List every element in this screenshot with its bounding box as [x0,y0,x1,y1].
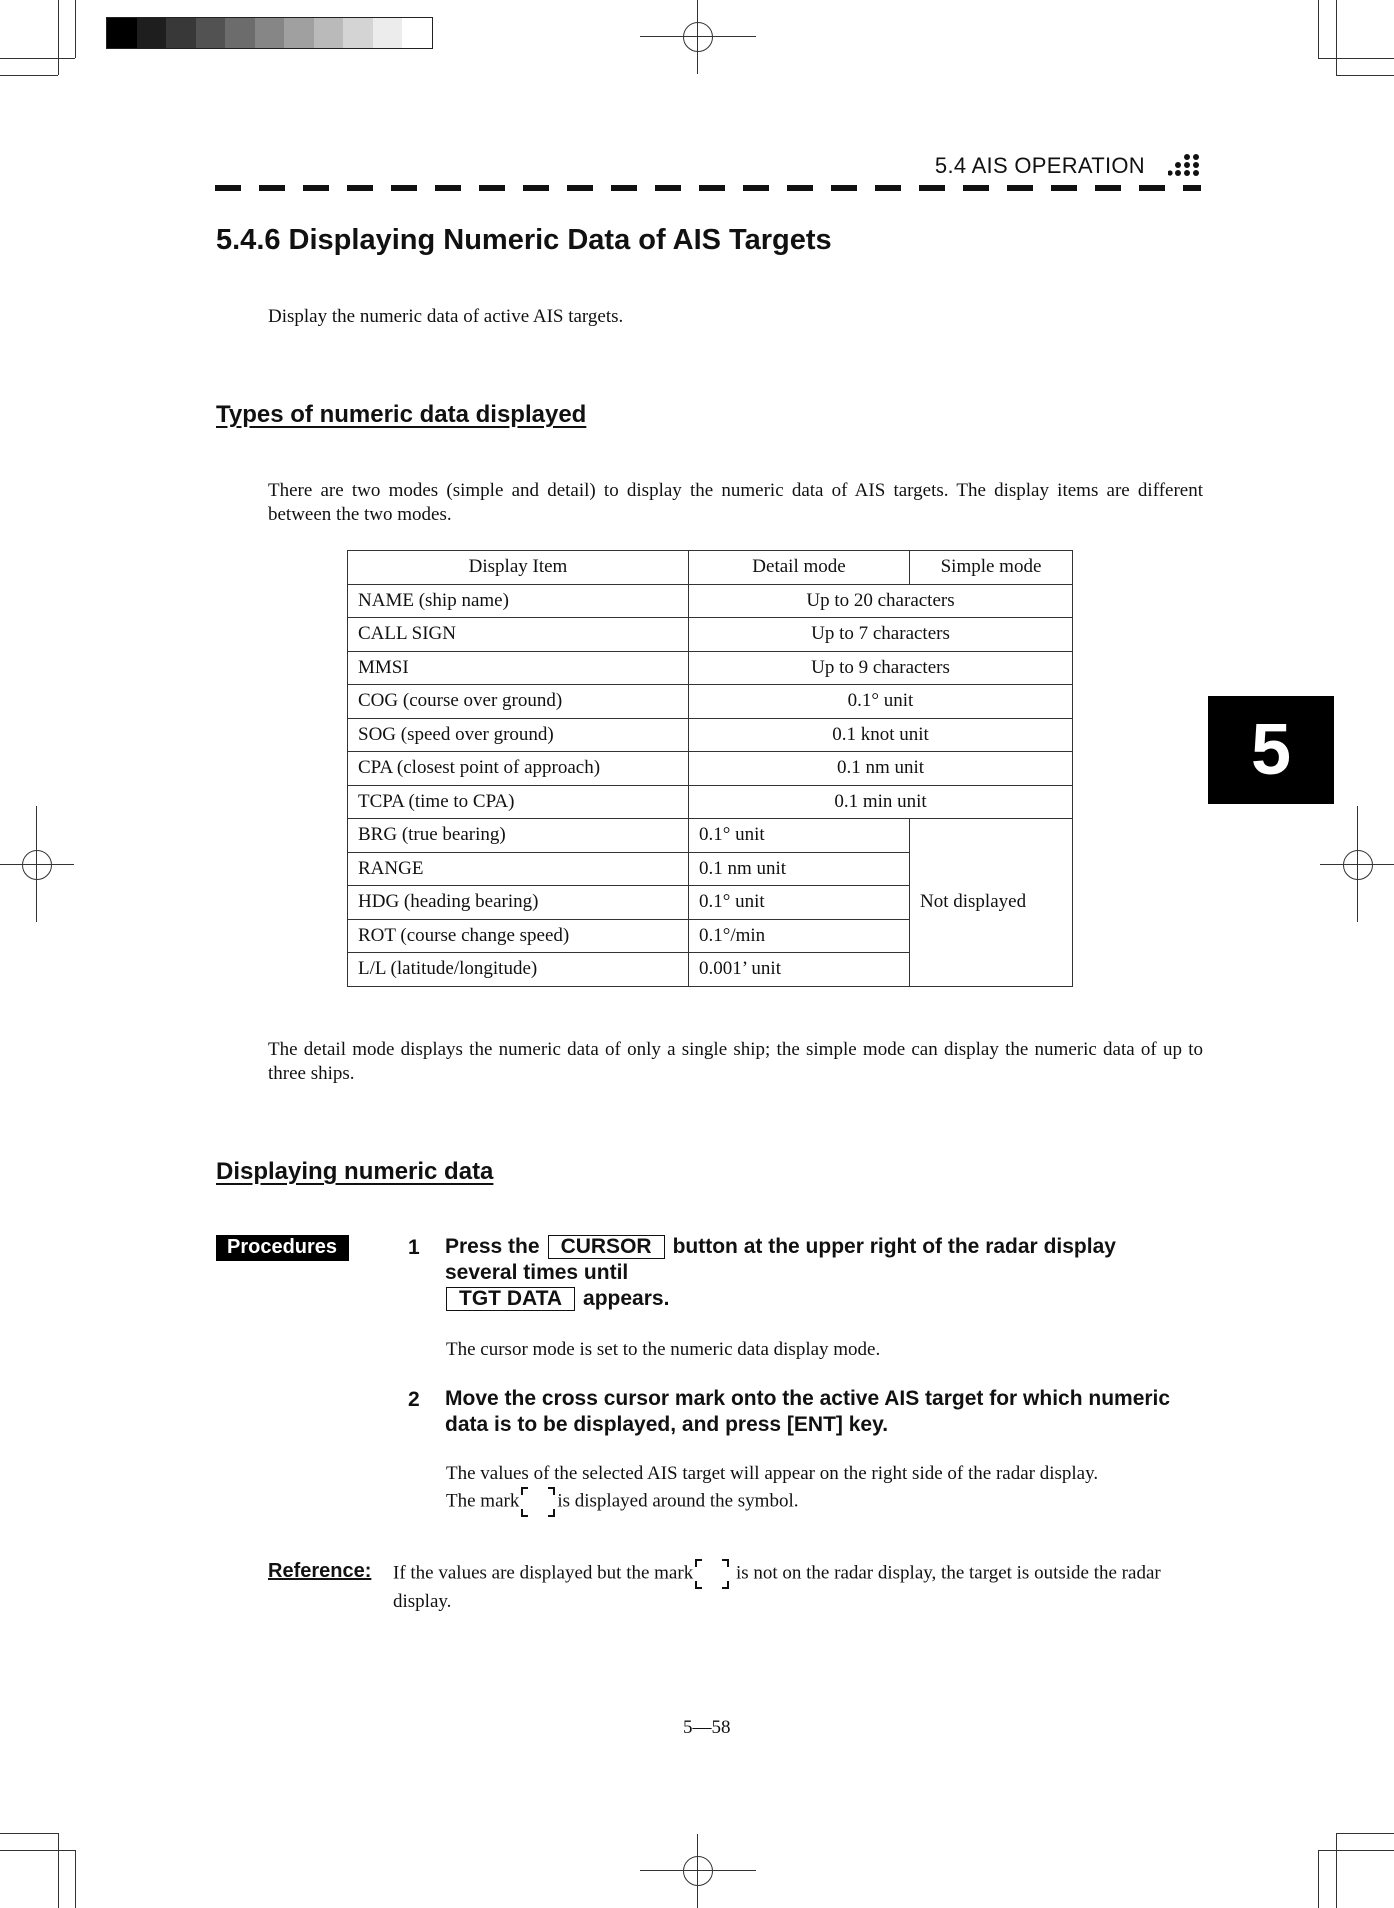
table-row [348,685,1073,719]
grayscale-swatch [107,18,137,48]
grayscale-swatch [196,18,226,48]
step-2-text [445,1386,1170,1438]
grayscale-swatch [137,18,167,48]
grayscale-swatch [225,18,255,48]
dots-icon [1168,152,1200,182]
row-item: CPA (closest point of approach) [348,752,689,786]
display-items-table [347,550,1073,987]
step-2-note-2 [446,1486,1098,1518]
row-value: 0.1 min unit [689,785,1073,819]
row-detail-value: 0.001’ unit [689,953,910,987]
bracket-mark-icon [521,1486,555,1518]
step-2-line-1: Move the cross cursor mark onto the active AIS target for which numeric [445,1387,1171,1410]
page-title: 5.4.6 Displaying Numeric Data of AIS Targets [216,224,832,256]
step-1-line-2: several times until [445,1261,629,1284]
row-item: SOG (speed over ground) [348,718,689,752]
row-item: RANGE [348,852,689,886]
row-value: 0.1 nm unit [689,752,1073,786]
grayscale-swatch [284,18,314,48]
row-detail-value: 0.1°/min [689,919,910,953]
table-row [348,618,1073,652]
grayscale-swatch [166,18,196,48]
step-1-line-3 [445,1286,1116,1312]
row-item: BRG (true bearing) [348,819,689,853]
step-2-note-2-pre: The mark [446,1490,520,1512]
reference-label: Reference: [268,1560,372,1582]
step-1-number: 1 [408,1236,420,1259]
chapter-tab: 5 [1208,696,1334,804]
procedures-label: Procedures [216,1235,349,1261]
grayscale-strip [106,17,433,49]
row-item: HDG (heading bearing) [348,886,689,920]
table-row [348,752,1073,786]
tgt-data-key: TGT DATA [446,1287,575,1311]
grayscale-swatch [373,18,403,48]
simple-not-displayed: Not displayed [910,819,1073,987]
row-value: 0.1° unit [689,685,1073,719]
step-1-text [445,1234,1116,1312]
page-number: 5—58 [683,1717,731,1738]
row-value: Up to 9 characters [689,651,1073,685]
header-simple-mode: Simple mode [910,551,1073,585]
table-row [348,718,1073,752]
step-1-middle: button at the upper right of the radar display [672,1235,1116,1258]
grayscale-swatch [255,18,285,48]
row-item: MMSI [348,651,689,685]
table-row [348,651,1073,685]
row-detail-value: 0.1 nm unit [689,852,910,886]
reference-text [393,1558,1203,1614]
row-value: Up to 20 characters [689,584,1073,618]
grayscale-swatch [402,18,432,48]
row-item: COG (course over ground) [348,685,689,719]
table-row [348,584,1073,618]
section-header: 5.4 AIS OPERATION [934,153,1145,178]
step-1-line-1 [445,1234,1116,1260]
grayscale-swatch [343,18,373,48]
displaying-heading: Displaying numeric data [216,1158,494,1185]
row-item: L/L (latitude/longitude) [348,953,689,987]
step-2-note [446,1462,1098,1518]
row-item: TCPA (time to CPA) [348,785,689,819]
header-detail-mode: Detail mode [689,551,910,585]
table-row [348,785,1073,819]
reference-pre: If the values are displayed but the mark [393,1562,694,1584]
step-2-note-2-post: is displayed around the symbol. [557,1490,799,1512]
cursor-key: CURSOR [548,1235,665,1259]
header-dashed-rule [215,185,1201,191]
row-item: ROT (course change speed) [348,919,689,953]
row-detail-value: 0.1° unit [689,819,910,853]
intro-text: Display the numeric data of active AIS targets. [268,306,624,327]
step-1-prefix: Press the [445,1235,540,1258]
row-item: CALL SIGN [348,618,689,652]
header-display-item: Display Item [348,551,689,585]
step-2-note-1: The values of the selected AIS target will appear on the right side of the radar display. [446,1463,1099,1484]
row-item: NAME (ship name) [348,584,689,618]
step-2-line-2: data is to be displayed, and press [ENT] key. [445,1413,889,1436]
row-value: 0.1 knot unit [689,718,1073,752]
table-header-row [348,551,1073,585]
detail-mode-paragraph: The detail mode displays the numeric data of only a single ship; the simple mode can display the numeric data of up to three ships. [268,1039,1203,1084]
row-detail-value: 0.1° unit [689,886,910,920]
types-heading: Types of numeric data displayed [216,401,587,428]
step-2-number: 2 [408,1388,420,1411]
modes-paragraph: There are two modes (simple and detail) to display the numeric data of AIS targets. The display items are different between the two modes. [268,480,1203,525]
reference-post: is not on the radar display, the target is outside the radar display. [393,1562,1161,1612]
row-value: Up to 7 characters [689,618,1073,652]
step-1-note: The cursor mode is set to the numeric data display mode. [446,1339,881,1360]
bracket-mark-icon [695,1558,729,1590]
step-1-suffix: appears. [583,1287,670,1310]
table-row [348,819,1073,853]
grayscale-swatch [314,18,344,48]
